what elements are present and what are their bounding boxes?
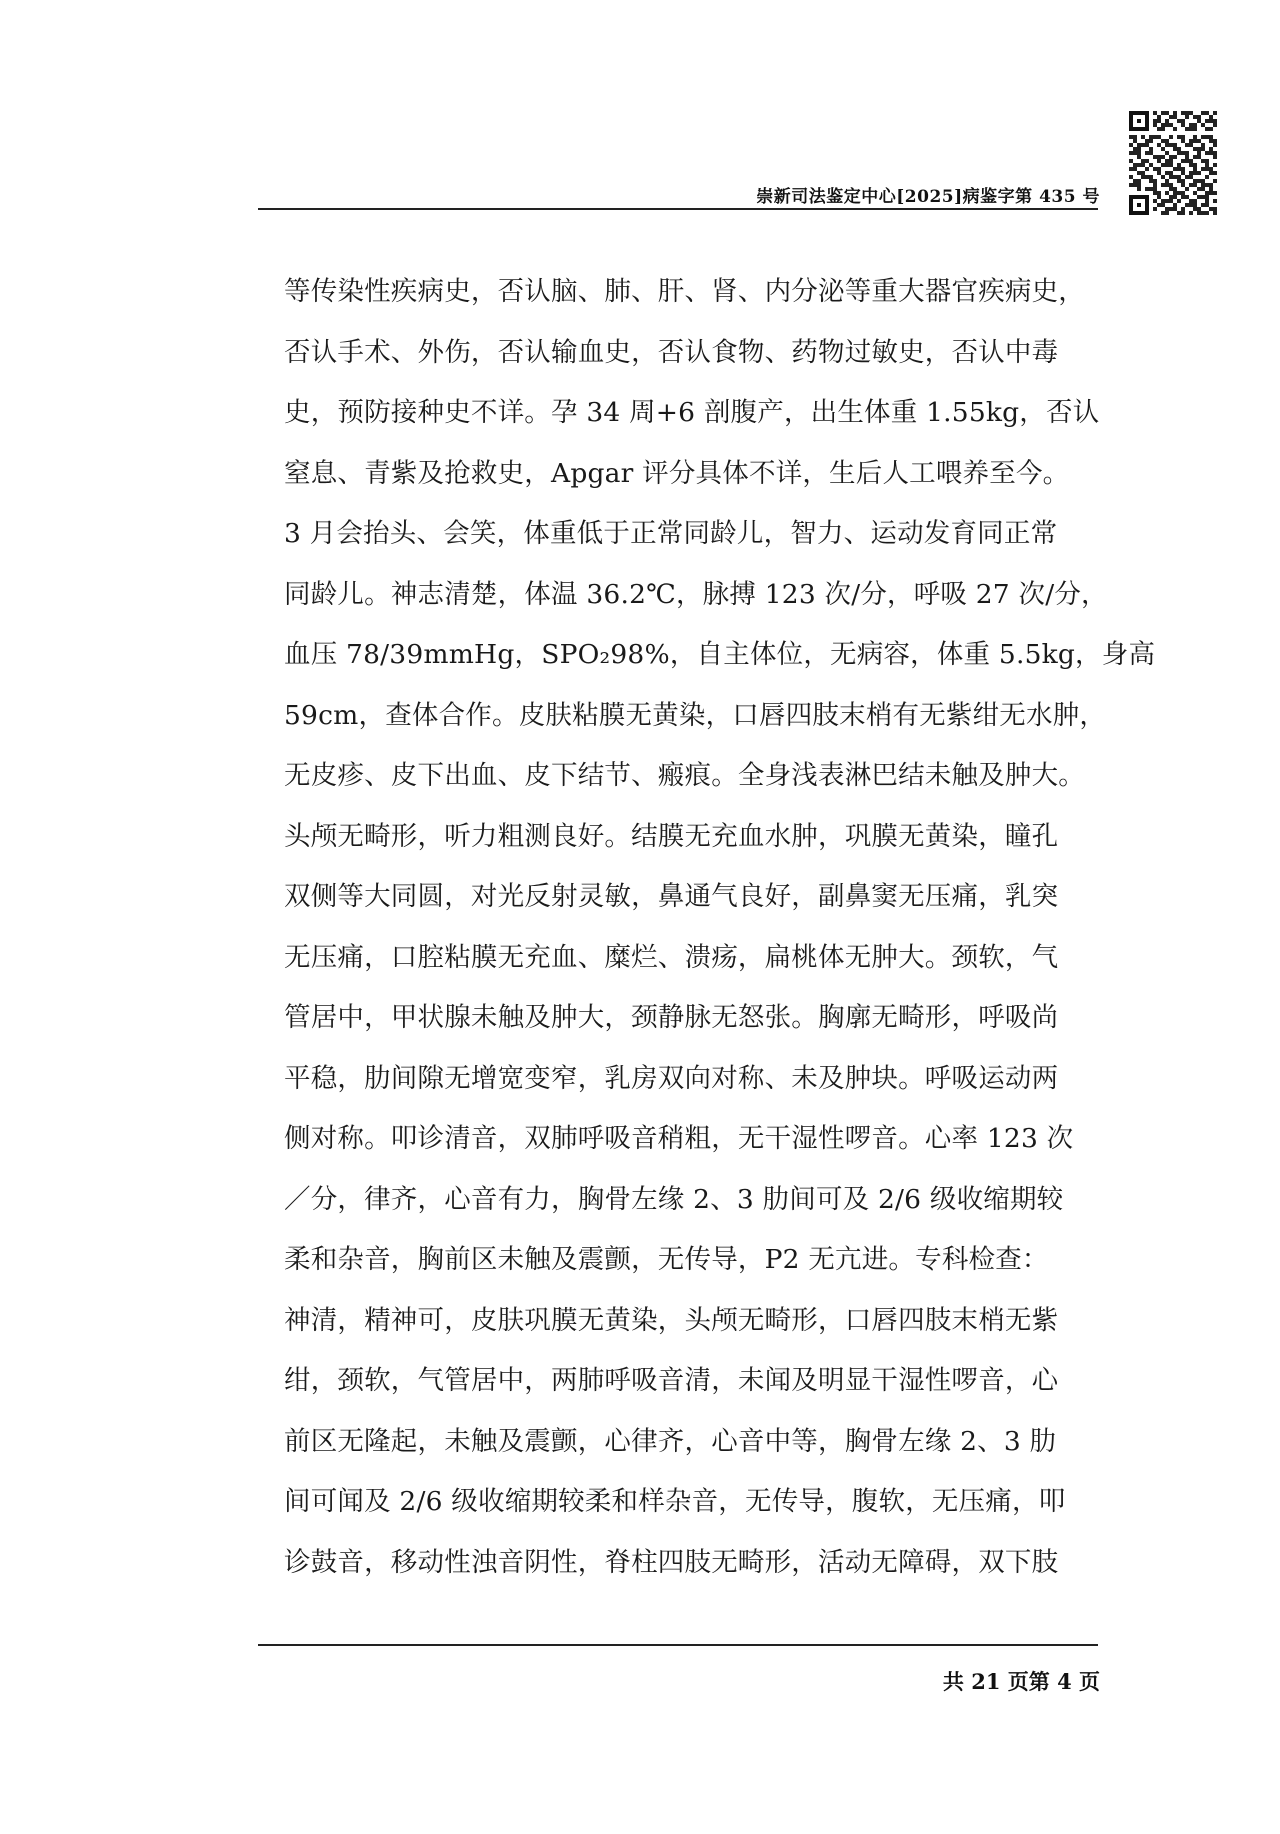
text-line: 窒息、青紫及抢救史，Apgar 评分具体不详，生后人工喂养至今。: [284, 457, 1070, 489]
text-line: 侧对称。叩诊清音，双肺呼吸音稍粗，无干湿性啰音。心率 123 次: [284, 1123, 1074, 1154]
text-line: 诊鼓音，移动性浊音阴性，脊柱四肢无畸形，活动无障碍，双下肢: [284, 1546, 1059, 1578]
text-line: 头颅无畸形，听力粗测良好。结膜无充血水肿，巩膜无黄染，瞳孔: [284, 820, 1059, 852]
medical-record-text: [284, 272, 1156, 1603]
text-line: 双侧等大同圆，对光反射灵敏，鼻通气良好，副鼻窦无压痛，乳突: [284, 881, 1059, 912]
text-line: 史，预防接种史不详。孕 34 周+6 剖腹产，出生体重 1.55kg，否认: [284, 397, 1100, 428]
text-line: 无皮疹、皮下出血、皮下结节、瘢痕。全身浅表淋巴结未触及肿大。: [284, 760, 1085, 791]
text-line: 神清，精神可，皮肤巩膜无黄染，头颅无畸形，口唇四肢末梢无紫: [284, 1304, 1059, 1336]
text-line: 59cm，查体合作。皮肤粘膜无黄染，口唇四肢末梢有无紫绀无水肿，: [284, 699, 1107, 731]
footer-divider: [258, 1644, 1098, 1646]
text-line: 无压痛，口腔粘膜无充血、糜烂、溃疡，扁桃体无肿大。颈软，气: [284, 941, 1059, 973]
text-line: 前区无隆起，未触及震颤，心律齐，心音中等，胸骨左缘 2、3 肋: [284, 1425, 1057, 1457]
text-line: 绀，颈软，气管居中，两肺呼吸音清，未闻及明显干湿性啰音，心: [284, 1365, 1059, 1396]
text-line: 否认手术、外伤，否认输血史，否认食物、药物过敏史，否认中毒: [284, 336, 1059, 368]
text-line: 血压 78/39mmHg，SPO₂98%，自主体位，无病容，体重 5.5kg，身高: [284, 639, 1156, 670]
text-line: ／分，律齐，心音有力，胸骨左缘 2、3 肋间可及 2/6 级收缩期较: [284, 1183, 1064, 1215]
page-number: 共 21 页第 4 页: [942, 1669, 1100, 1694]
text-line: 柔和杂音，胸前区未触及震颤，无传导，P2 无亢进。专科检查：: [284, 1244, 1049, 1275]
text-line: 平稳，肋间隙无增宽变窄，乳房双向对称、未及肿块。呼吸运动两: [284, 1062, 1059, 1094]
text-line: 等传染性疾病史，否认脑、肺、肝、肾、内分泌等重大器官疾病史，: [284, 276, 1085, 307]
header-divider: [258, 208, 1098, 210]
text-line: 3 月会抬头、会笑，体重低于正常同龄儿，智力、运动发育同正常: [284, 518, 1058, 549]
text-line: 间可闻及 2/6 级收缩期较柔和样杂音，无传导，腹软，无压痛，叩: [284, 1486, 1066, 1517]
qr-code-icon: [1129, 110, 1217, 216]
text-line: 同龄儿。神志清楚，体温 36.2℃，脉搏 123 次/分，呼吸 27 次/分，: [284, 578, 1108, 610]
case-number-header: 崇新司法鉴定中心[2025]病鉴字第 435 号: [756, 187, 1100, 207]
text-line: 管居中，甲状腺未触及肿大，颈静脉无怒张。胸廓无畸形，呼吸尚: [284, 1002, 1059, 1033]
